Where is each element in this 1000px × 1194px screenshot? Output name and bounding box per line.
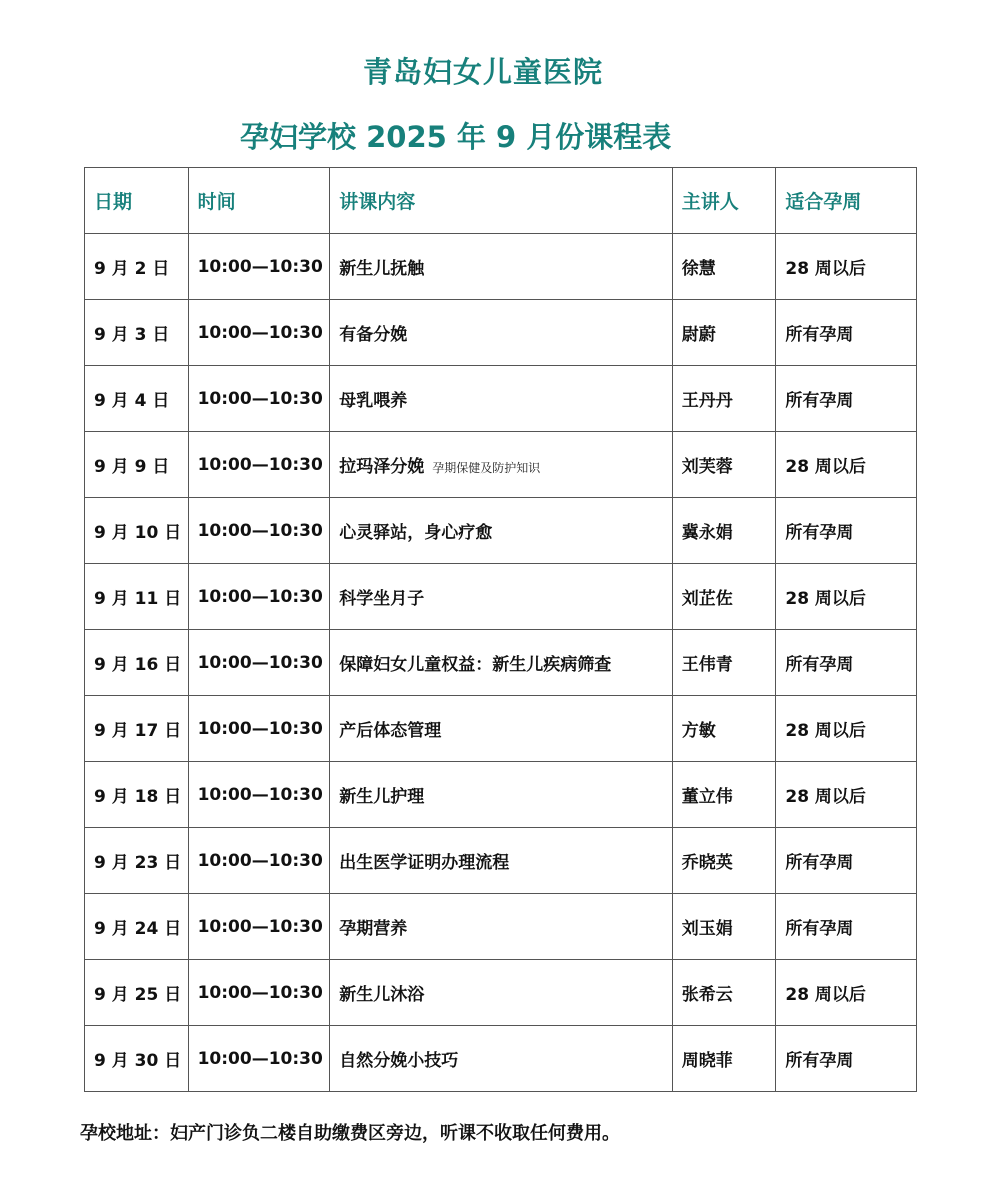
time-cell-text: 10:00—10:30 [197,586,323,607]
date-cell-text: 9 月 11 日 [94,589,182,609]
date-cell [85,234,189,300]
speaker-cell-text: 王伟青 [681,655,733,675]
speaker-cell [672,960,776,1026]
speaker-cell-text: 冀永娟 [681,523,733,543]
weeks-cell-text: 所有孕周 [785,523,854,543]
speaker-cell [672,300,776,366]
speaker-cell-text: 王丹丹 [681,391,733,411]
table-row [85,300,917,366]
time-cell-text: 10:00—10:30 [197,652,323,673]
speaker-cell [672,498,776,564]
weeks-cell [776,300,917,366]
date-cell [85,432,189,498]
topic-cell [330,300,673,366]
time-cell-text: 10:00—10:30 [197,982,323,1003]
speaker-cell-text: 尉蔚 [681,325,716,345]
table-row [85,432,917,498]
weeks-cell-text: 28 周以后 [785,721,866,741]
time-cell [188,696,330,762]
topic-cell [330,564,673,630]
time-cell [188,564,330,630]
topic-cell [330,1026,673,1092]
column-header-date: 日期 [85,168,189,234]
date-cell-text: 9 月 18 日 [94,787,182,807]
hospital-name: 青岛妇女儿童医院 [362,55,603,89]
topic-cell-text: 科学坐月子 [339,589,425,609]
speaker-cell-text: 董立伟 [681,787,733,807]
weeks-cell-text: 28 周以后 [785,457,866,477]
weeks-cell [776,828,917,894]
time-cell [188,762,330,828]
weeks-cell-text: 所有孕周 [785,919,854,939]
topic-cell [330,630,673,696]
speaker-cell [672,894,776,960]
topic-cell [330,234,673,300]
table-row [85,960,917,1026]
topic-cell-text: 新生儿抚触 [339,259,425,279]
date-cell-text: 9 月 9 日 [94,457,170,477]
course-schedule-table [84,167,917,1092]
time-cell-text: 10:00—10:30 [197,1048,323,1069]
time-cell [188,366,330,432]
topic-cell-text: 母乳喂养 [339,391,408,411]
date-cell [85,828,189,894]
weeks-cell [776,696,917,762]
speaker-cell-text: 刘玉娟 [681,919,733,939]
topic-cell [330,960,673,1026]
time-cell [188,234,330,300]
topic-cell [330,762,673,828]
date-cell [85,564,189,630]
school-address-note: 孕校地址：妇产门诊负二楼自助缴费区旁边，听课不收取任何费用。 [80,1123,620,1144]
speaker-cell [672,762,776,828]
column-header-speaker: 主讲人 [672,168,776,234]
date-cell-text: 9 月 3 日 [94,325,170,345]
weeks-cell-text: 所有孕周 [785,655,854,675]
date-cell-text: 9 月 30 日 [94,1051,182,1071]
speaker-cell [672,1026,776,1092]
table-row [85,564,917,630]
topic-cell [330,894,673,960]
weeks-cell-text: 所有孕周 [785,1051,854,1071]
weeks-cell-text: 所有孕周 [785,325,854,345]
date-cell-text: 9 月 24 日 [94,919,182,939]
topic-note: 孕期保健及防护知识 [432,461,541,475]
date-cell-text: 9 月 17 日 [94,721,182,741]
time-cell [188,960,330,1026]
table-header-row [85,168,917,234]
time-cell [188,300,330,366]
date-cell [85,498,189,564]
date-cell-text: 9 月 25 日 [94,985,182,1005]
topic-cell [330,828,673,894]
topic-cell-text: 拉玛泽分娩 [339,457,425,477]
weeks-cell [776,366,917,432]
speaker-cell [672,432,776,498]
table-row [85,828,917,894]
column-header-weeks: 适合孕周 [776,168,917,234]
time-cell-text: 10:00—10:30 [197,388,323,409]
time-cell-text: 10:00—10:30 [197,916,323,937]
speaker-cell-text: 刘芙蓉 [681,457,733,477]
table-row [85,630,917,696]
time-cell-text: 10:00—10:30 [197,784,323,805]
topic-cell [330,366,673,432]
speaker-cell-text: 刘芷佐 [681,589,733,609]
weeks-cell-text: 所有孕周 [785,391,854,411]
date-cell [85,894,189,960]
speaker-cell [672,366,776,432]
table-row [85,894,917,960]
topic-cell-text: 新生儿沐浴 [339,985,425,1005]
weeks-cell [776,762,917,828]
weeks-cell [776,234,917,300]
topic-cell [330,498,673,564]
date-cell-text: 9 月 23 日 [94,853,182,873]
weeks-cell-text: 28 周以后 [785,985,866,1005]
weeks-cell-text: 28 周以后 [785,787,866,807]
speaker-cell [672,234,776,300]
topic-cell-text: 出生医学证明办理流程 [339,853,510,873]
date-cell [85,630,189,696]
topic-cell-text: 心灵驿站，身心疗愈 [339,523,493,543]
schedule-title: 孕妇学校 2025 年 9 月份课程表 [240,120,672,154]
column-header-time: 时间 [188,168,330,234]
time-cell [188,1026,330,1092]
time-cell [188,894,330,960]
table-row [85,696,917,762]
speaker-cell-text: 周晓菲 [681,1051,733,1071]
date-cell [85,366,189,432]
table-row [85,762,917,828]
time-cell-text: 10:00—10:30 [197,718,323,739]
time-cell-text: 10:00—10:30 [197,454,323,475]
topic-cell-text: 保障妇女儿童权益：新生儿疾病筛查 [339,655,612,675]
date-cell [85,300,189,366]
table-row [85,366,917,432]
time-cell [188,630,330,696]
date-cell-text: 9 月 2 日 [94,259,170,279]
speaker-cell-text: 徐慧 [681,259,716,279]
date-cell-text: 9 月 16 日 [94,655,182,675]
time-cell-text: 10:00—10:30 [197,520,323,541]
time-cell-text: 10:00—10:30 [197,322,323,343]
topic-cell [330,696,673,762]
time-cell [188,432,330,498]
weeks-cell [776,894,917,960]
speaker-cell-text: 方敏 [681,721,716,741]
topic-cell-text: 新生儿护理 [339,787,425,807]
table-row [85,1026,917,1092]
time-cell-text: 10:00—10:30 [197,256,323,277]
date-cell [85,696,189,762]
speaker-cell [672,564,776,630]
topic-cell [330,432,673,498]
table-row [85,498,917,564]
topic-cell-text: 有备分娩 [339,325,408,345]
column-header-topic: 讲课内容 [330,168,673,234]
time-cell [188,828,330,894]
weeks-cell [776,432,917,498]
date-cell [85,1026,189,1092]
table-row [85,234,917,300]
speaker-cell-text: 乔晓英 [681,853,733,873]
date-cell-text: 9 月 4 日 [94,391,170,411]
date-cell [85,762,189,828]
topic-cell-text: 自然分娩小技巧 [339,1051,459,1071]
weeks-cell [776,1026,917,1092]
weeks-cell [776,630,917,696]
weeks-cell [776,498,917,564]
speaker-cell [672,696,776,762]
weeks-cell-text: 28 周以后 [785,259,866,279]
weeks-cell [776,564,917,630]
time-cell-text: 10:00—10:30 [197,850,323,871]
weeks-cell-text: 所有孕周 [785,853,854,873]
weeks-cell [776,960,917,1026]
topic-cell-text: 孕期营养 [339,919,408,939]
speaker-cell [672,630,776,696]
date-cell-text: 9 月 10 日 [94,523,182,543]
date-cell [85,960,189,1026]
speaker-cell-text: 张希云 [681,985,733,1005]
topic-cell-text: 产后体态管理 [339,721,442,741]
time-cell [188,498,330,564]
weeks-cell-text: 28 周以后 [785,589,866,609]
speaker-cell [672,828,776,894]
